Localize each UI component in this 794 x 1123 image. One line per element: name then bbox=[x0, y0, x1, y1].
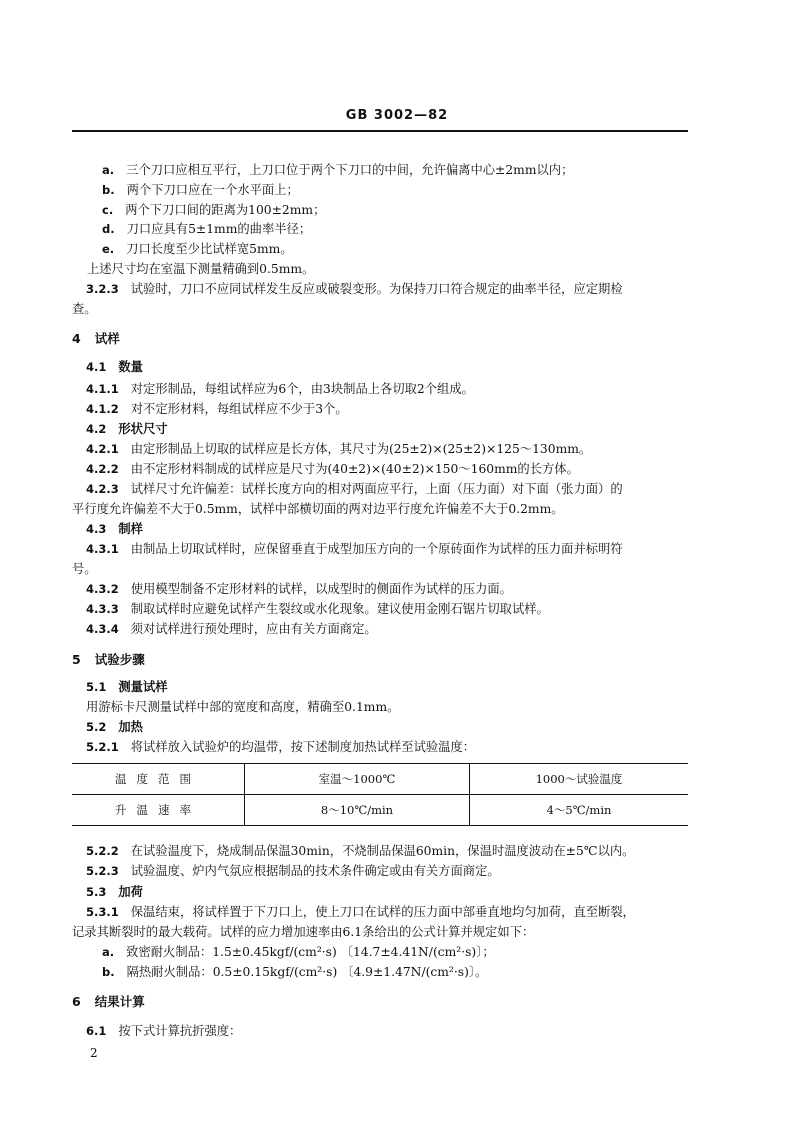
clause-number: 4.3.1 bbox=[86, 542, 119, 556]
table-row bbox=[72, 795, 688, 826]
clause-text: 由制品上切取试样时，应保留垂直于成型加压方向的一个原砖面作为试样的压力面并标明符 bbox=[130, 542, 623, 556]
table-cell-label: 升温速率 bbox=[72, 795, 245, 826]
clause-text: 刀口应具有5±1mm的曲率半径； bbox=[126, 222, 312, 236]
clause-text: 由定形制品上切取的试样应是长方体，其尺寸为(25±2)×(25±2)×125～130mm。 bbox=[130, 442, 592, 456]
clause-number: e. bbox=[102, 242, 115, 256]
clause-text: 两个下刀口间的距离为100±2mm； bbox=[125, 203, 326, 217]
clause-text: 对不定形材料，每组试样应不少于3个。 bbox=[130, 402, 348, 416]
clause-number: 4.1.1 bbox=[86, 382, 119, 396]
text-line bbox=[72, 300, 97, 318]
text-line bbox=[72, 500, 564, 518]
table-cell-label: 温度范围 bbox=[72, 764, 245, 795]
clause-text: 隔热耐火制品：0.5±0.15kgf/(cm²·s) 〔4.9±1.47N/(cm²·s)〕。 bbox=[126, 965, 488, 979]
clause-number: 5.3.1 bbox=[86, 905, 119, 919]
clause-number: 4.2 bbox=[86, 422, 107, 436]
clause-number: 5.1 bbox=[86, 680, 107, 694]
table-cell: 室温～1000℃ bbox=[245, 764, 470, 795]
clause-text: 按下式计算抗折强度： bbox=[118, 1024, 242, 1038]
clause-number: a. bbox=[102, 945, 115, 959]
clause-number: 4.3.3 bbox=[86, 602, 119, 616]
clause-text: 上述尺寸均在室温下测量精确到0.5mm。 bbox=[87, 262, 315, 276]
clause-number: 5 bbox=[72, 652, 81, 667]
heating-schedule-table bbox=[72, 763, 688, 826]
clause-text: 两个下刀口应在一个水平面上； bbox=[126, 183, 299, 197]
clause-number: 4.3 bbox=[86, 522, 107, 536]
clause-text: 用游标卡尺测量试样中部的宽度和高度，精确至0.1mm。 bbox=[86, 700, 400, 714]
table-cell: 1000～试验温度 bbox=[470, 764, 689, 795]
clause-text: 三个刀口应相互平行，上刀口位于两个下刀口的中间，允许偏离中心±2mm以内； bbox=[126, 163, 574, 177]
clause-number: 3.2.3 bbox=[86, 282, 119, 296]
clause-number: 5.2.2 bbox=[86, 844, 119, 858]
clause-text: 号。 bbox=[72, 562, 97, 576]
clause-number: 4.1 bbox=[86, 360, 107, 374]
clause-text: 制取试样时应避免试样产生裂纹或水化现象。建议使用金刚石锯片切取试样。 bbox=[130, 602, 549, 616]
text-line bbox=[72, 560, 97, 578]
clause-text: 试验温度、炉内气氛应根据制品的技术条件确定或由有关方面商定。 bbox=[130, 864, 500, 878]
text-line bbox=[86, 480, 623, 498]
text-line bbox=[86, 580, 512, 598]
table-cell: 8～10℃/min bbox=[245, 795, 470, 826]
table-row bbox=[72, 764, 688, 795]
text-line bbox=[87, 260, 314, 278]
text-line bbox=[86, 460, 579, 478]
clause-number: d. bbox=[102, 222, 115, 236]
text-line bbox=[86, 380, 474, 398]
clause-text: 须对试样进行预处理时，应由有关方面商定。 bbox=[130, 622, 377, 636]
clause-number: 5.3 bbox=[86, 885, 107, 899]
standard-code-header: GB 3002—82 bbox=[345, 108, 449, 123]
text-line bbox=[102, 240, 293, 258]
section-heading: 试样 bbox=[94, 331, 120, 346]
clause-text: 刀口长度至少比试样宽5mm。 bbox=[126, 242, 293, 256]
section-heading: 形状尺寸 bbox=[118, 421, 168, 436]
text-line bbox=[86, 520, 143, 538]
clause-text: 将试样放入试验炉的均温带，按下述制度加热试样至试验温度： bbox=[130, 740, 476, 754]
clause-number: 4.2.3 bbox=[86, 482, 119, 496]
text-line bbox=[86, 738, 475, 756]
text-line bbox=[86, 678, 168, 696]
text-line bbox=[86, 420, 168, 438]
text-line bbox=[102, 220, 311, 238]
text-line bbox=[72, 923, 534, 941]
text-line bbox=[86, 903, 635, 921]
clause-number: b. bbox=[102, 183, 115, 197]
clause-number: 4 bbox=[72, 331, 81, 346]
text-line bbox=[102, 181, 299, 199]
clause-number: b. bbox=[102, 965, 115, 979]
text-line bbox=[86, 280, 623, 298]
clause-number: 4.2.2 bbox=[86, 462, 119, 476]
clause-text: 对定形制品，每组试样应为6个，由3块制品上各切取2个组成。 bbox=[130, 382, 474, 396]
section-heading: 制样 bbox=[118, 521, 143, 536]
text-line bbox=[72, 651, 145, 669]
clause-number: 6.1 bbox=[86, 1024, 107, 1038]
text-line bbox=[102, 963, 487, 981]
text-line bbox=[86, 1022, 241, 1040]
clause-number: 6 bbox=[72, 994, 81, 1009]
clause-text: 保温结束，将试样置于下刀口上，使上刀口在试样的压力面中部垂直地均匀加荷，直至断裂， bbox=[130, 905, 635, 919]
text-line bbox=[86, 600, 549, 618]
text-line bbox=[86, 358, 143, 376]
text-line bbox=[72, 330, 120, 348]
clause-text: 记录其断裂时的最大载荷。试样的应力增加速率由6.1条给出的公式计算并规定如下： bbox=[72, 925, 535, 939]
clause-text: 试验时，刀口不应同试样发生反应或破裂变形。为保持刀口符合规定的曲率半径，应定期检 bbox=[130, 282, 623, 296]
clause-number: 4.3.2 bbox=[86, 582, 119, 596]
clause-number: 5.2.1 bbox=[86, 740, 119, 754]
clause-text: 使用模型制备不定形材料的试样，以成型时的侧面作为试样的压力面。 bbox=[130, 582, 512, 596]
text-line bbox=[86, 718, 143, 736]
clause-number: 4.2.1 bbox=[86, 442, 119, 456]
clause-number: 4.3.4 bbox=[86, 622, 119, 636]
text-line bbox=[86, 540, 623, 558]
table-cell: 4～5℃/min bbox=[470, 795, 689, 826]
text-line bbox=[86, 862, 500, 880]
section-heading: 测量试样 bbox=[118, 679, 168, 694]
text-line bbox=[86, 698, 399, 716]
clause-text: 在试验温度下，烧成制品保温30min，不烧制品保温60min，保温时温度波动在±5℃以内。 bbox=[130, 844, 635, 858]
text-line bbox=[86, 620, 377, 638]
header-rule bbox=[72, 130, 688, 132]
section-heading: 试验步骤 bbox=[94, 652, 145, 667]
text-line bbox=[102, 161, 573, 179]
page-number: 2 bbox=[90, 1046, 98, 1060]
clause-text: 由不定形材料制成的试样应是尺寸为(40±2)×(40±2)×150～160mm的长方体。 bbox=[130, 462, 579, 476]
clause-number: 5.2.3 bbox=[86, 864, 119, 878]
section-heading: 加热 bbox=[118, 719, 143, 734]
text-line bbox=[86, 842, 634, 860]
section-heading: 加荷 bbox=[118, 884, 143, 899]
section-heading: 数量 bbox=[118, 359, 143, 374]
clause-text: 致密耐火制品：1.5±0.45kgf/(cm²·s) 〔14.7±4.41N/(cm²·s)〕； bbox=[126, 945, 495, 959]
text-line bbox=[102, 943, 495, 961]
clause-text: 查。 bbox=[72, 302, 97, 316]
text-line bbox=[102, 201, 325, 219]
clause-number: a. bbox=[102, 163, 115, 177]
text-line bbox=[86, 440, 591, 458]
clause-number: 5.2 bbox=[86, 720, 107, 734]
clause-text: 平行度允许偏差不大于0.5mm，试样中部横切面的两对边平行度允许偏差不大于0.2mm。 bbox=[72, 502, 564, 516]
clause-number: 4.1.2 bbox=[86, 402, 119, 416]
section-heading: 结果计算 bbox=[94, 994, 145, 1009]
clause-number: c. bbox=[102, 203, 114, 217]
text-line bbox=[72, 993, 145, 1011]
clause-text: 试样尺寸允许偏差：试样长度方向的相对两面应平行，上面（压力面）对下面（张力面）的 bbox=[130, 482, 623, 496]
text-line bbox=[86, 883, 143, 901]
text-line bbox=[86, 400, 348, 418]
